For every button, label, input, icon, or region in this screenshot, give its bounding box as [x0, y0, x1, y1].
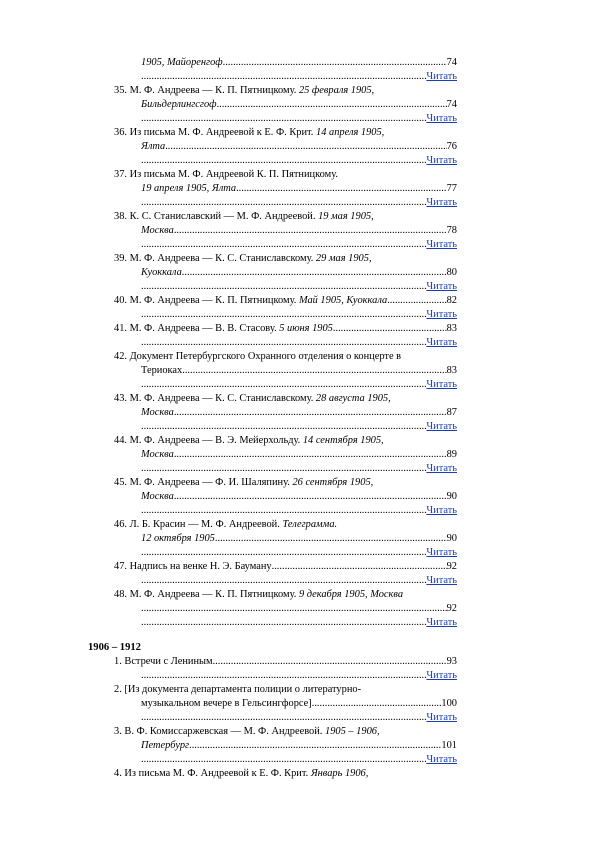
toc-entry-line: Москва ..... 89	[141, 448, 457, 462]
toc-entry-line: Москва ..... 78	[141, 224, 457, 238]
page-number: 101	[441, 740, 457, 751]
page-number: 100	[441, 698, 457, 709]
page-number: 76	[446, 141, 457, 152]
toc-entry-line: Бильдерлингсгоф ..... 74	[141, 98, 457, 112]
page-number: 78	[446, 225, 457, 236]
read-link[interactable]: Читать	[426, 670, 457, 681]
read-link-row	[141, 420, 457, 434]
read-link-row	[141, 669, 457, 683]
read-link[interactable]: Читать	[426, 575, 457, 586]
toc-entry-line: 19 апреля 1905, Ялта ..... 77	[141, 182, 457, 196]
page-number: 90	[446, 491, 457, 502]
toc-entry-line: 3. В. Ф. Комиссаржевская — М. Ф. Андреевой. 1905 – 1906,	[114, 726, 380, 737]
page-number: 93	[446, 656, 457, 667]
toc-entry-line: 42. Документ Петербургского Охранного отделения о концерте в	[114, 351, 402, 362]
read-link[interactable]: Читать	[426, 712, 457, 723]
toc-entry-line: Куоккала ..... 80	[141, 266, 457, 280]
section-heading: 1906 – 1912	[88, 642, 141, 653]
page-number: 83	[446, 323, 457, 334]
read-link-row	[141, 308, 457, 322]
toc-entry-line: 47. Надпись на венке Н. Э. Бауману ..... 92	[114, 560, 457, 574]
toc-entry-line: 12 октября 1905 ..... 90	[141, 532, 457, 546]
read-link[interactable]: Читать	[426, 309, 457, 320]
read-link-row	[141, 616, 457, 630]
toc-entry-line: 45. М. Ф. Андреева — Ф. И. Шаляпину. 26 сентября 1905,	[114, 477, 374, 488]
read-link-row	[141, 546, 457, 560]
read-link-row	[141, 336, 457, 350]
page-number: 87	[446, 407, 457, 418]
toc-entry-line: Териоках ..... 83	[141, 364, 457, 378]
read-link[interactable]: Читать	[426, 505, 457, 516]
toc-entry-line: 44. М. Ф. Андреева — В. Э. Мейерхольду. 14 сентября 1905,	[114, 435, 384, 446]
read-link[interactable]: Читать	[426, 463, 457, 474]
toc-entry-line: 40. М. Ф. Андреева — К. П. Пятницкому. Май 1905, Куоккала ..... 82	[114, 294, 457, 308]
toc-entry-line: 36. Из письма М. Ф. Андреевой к Е. Ф. Крит. 14 апреля 1905,	[114, 127, 385, 138]
toc-entry-line: 38. К. С. Станиславский — М. Ф. Андреевой. 19 мая 1905,	[114, 211, 374, 222]
toc-entry-line: 48. М. Ф. Андреева — К. П. Пятницкому. 9 декабря 1905, Москва	[114, 589, 404, 600]
read-link[interactable]: Читать	[426, 421, 457, 432]
read-link[interactable]: Читать	[426, 337, 457, 348]
toc-entry-line: музыкальном вечере в Гельсингфорсе] ..... 100	[141, 697, 457, 711]
read-link-row	[141, 196, 457, 210]
toc-entry-line: 35. М. Ф. Андреева — К. П. Пятницкому. 25 февраля 1905,	[114, 85, 375, 96]
read-link-row	[141, 574, 457, 588]
toc-entry-line: 39. М. Ф. Андреева — К. С. Станиславскому. 29 мая 1905,	[114, 253, 372, 264]
toc-entry-line: Москва ..... 87	[141, 406, 457, 420]
page-number: 82	[446, 295, 457, 306]
page-number: 80	[446, 267, 457, 278]
page-number: 92	[446, 561, 457, 572]
toc-entry-line: 1. Встречи с Лениным ..... 93	[114, 655, 457, 669]
page-number: 77	[446, 183, 457, 194]
read-link-row	[141, 711, 457, 725]
toc-entry-line	[141, 602, 457, 616]
read-link-row	[141, 280, 457, 294]
toc-entry-line: Петербург ..... 101	[141, 739, 457, 753]
read-link[interactable]: Читать	[426, 155, 457, 166]
toc-entry-line: Ялта ..... 76	[141, 140, 457, 154]
page-number: 83	[446, 365, 457, 376]
page-number: 74	[446, 57, 457, 68]
page-number: 90	[446, 533, 457, 544]
toc-entry-line: 41. М. Ф. Андреева — В. В. Стасову. 5 июня 1905 ..... 83	[114, 322, 457, 336]
read-link-row	[141, 504, 457, 518]
toc-entry-line: Москва ..... 90	[141, 490, 457, 504]
toc-entry-text: 1905, Майоренгоф	[141, 57, 223, 68]
read-link[interactable]: Читать	[426, 71, 457, 82]
read-link-row	[141, 112, 457, 126]
toc-entry-line: 2. [Из документа департамента полиции о литературно-	[114, 684, 362, 695]
page-number: 92	[446, 603, 457, 614]
read-link-row	[141, 753, 457, 767]
read-link[interactable]: Читать	[426, 113, 457, 124]
page-number: 89	[446, 449, 457, 460]
read-link[interactable]: Читать	[426, 617, 457, 628]
read-link[interactable]: Читать	[426, 754, 457, 765]
read-link[interactable]: Читать	[426, 547, 457, 558]
read-link[interactable]: Читать	[426, 239, 457, 250]
read-link-row	[141, 462, 457, 476]
toc-entry-line: 37. Из письма М. Ф. Андреевой К. П. Пятницкому.	[114, 169, 338, 180]
toc-entry-line: 46. Л. Б. Красин — М. Ф. Андреевой. Телеграмма.	[114, 519, 338, 530]
toc-entry-line: 4. Из письма М. Ф. Андреевой к Е. Ф. Крит. Январь 1906,	[114, 768, 369, 779]
read-link-row	[141, 238, 457, 252]
toc-entry-line: 43. М. Ф. Андреева — К. С. Станиславскому. 28 августа 1905,	[114, 393, 391, 404]
read-link[interactable]: Читать	[426, 197, 457, 208]
read-link-row	[141, 154, 457, 168]
read-link[interactable]: Читать	[426, 281, 457, 292]
read-link[interactable]: Читать	[426, 379, 457, 390]
read-link-row	[141, 70, 457, 84]
page-number: 74	[446, 99, 457, 110]
toc-entry-line	[141, 56, 457, 70]
read-link-row	[141, 378, 457, 392]
